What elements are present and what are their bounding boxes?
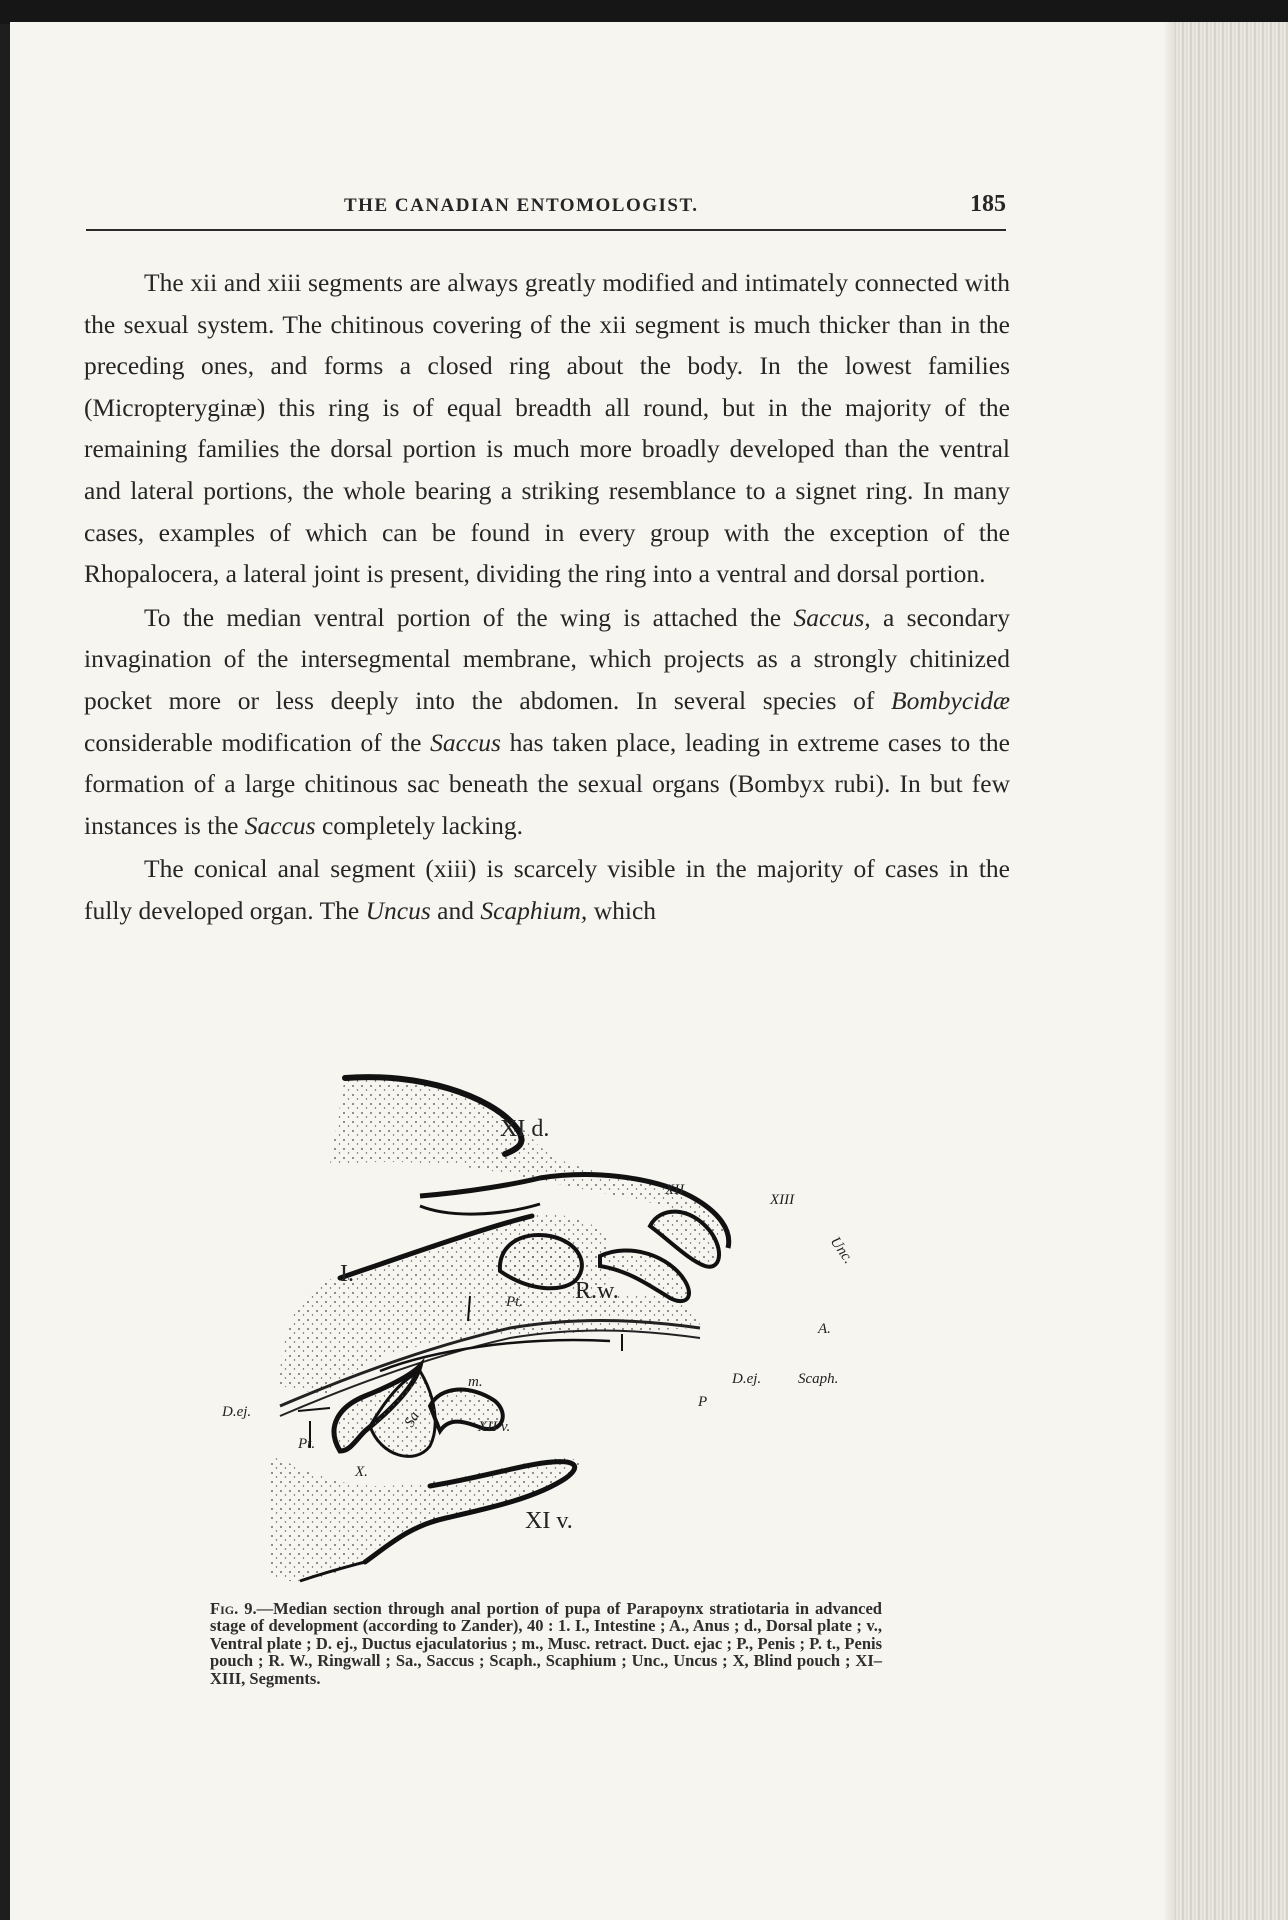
label-xiii: XIII [770, 1192, 795, 1208]
paragraph-2 [84, 597, 1010, 847]
fold-outline [420, 1204, 540, 1214]
page-number: 185 [970, 191, 1006, 217]
scan-top-strip [0, 0, 1288, 24]
paragraph-1: The xii and xiii segments are always greatly modified and intimately connected with the sexual system. The chitinous covering of the xii segment is much thicker than in the preceding ones, and forms a closed ring about the body. In the lowest families (Micropteryginæ) this ring is of equal breadth all round, but in the majority of the remaining families the dorsal portion is much more broadly developed than the ventral and lateral portions, the whole bearing a striking resemblance to a signet ring. In many cases, examples of which can be found in every group with the exception of the Rhopalocera, a lateral joint is present, dividing the ring into a ventral and dorsal portion. [84, 268, 1010, 589]
figure-caption [210, 1600, 882, 1687]
journal-title: THE CANADIAN ENTOMOLOGIST. [344, 195, 699, 216]
label-m: m. [468, 1374, 483, 1390]
label-xi-v: XI v. [525, 1508, 573, 1534]
text-run: The conical anal segment (xiii) is scarcely visible in the majority of cases in the fully developed organ. The [84, 854, 1010, 925]
paragraph-3 [84, 848, 1010, 931]
label-xii: XII [665, 1182, 685, 1198]
label-unc: Unc. [826, 1234, 857, 1267]
saccus [370, 1371, 435, 1456]
italic-term: Saccus [244, 810, 316, 840]
label-xi-d: XI d. [500, 1116, 550, 1142]
dej-left-leader [298, 1408, 330, 1411]
italic-term: Bombycidæ [891, 685, 1010, 715]
label-p: P [698, 1394, 708, 1410]
label-i: I. [340, 1261, 354, 1287]
ringwall [500, 1235, 582, 1288]
body-text [84, 262, 1010, 934]
median-section-drawing [222, 1066, 900, 1606]
label-rw: R.w. [575, 1278, 619, 1304]
figure-number: Fig. 9. [210, 1599, 257, 1618]
text-run: a secondary invagination of the intersegmental membrane, which projects as a strongly chitinized pocket more or less deeply into the abdomen. In several species of [84, 602, 1010, 715]
italic-term: Saccus [430, 727, 501, 757]
label-pt-upper: Pt. [506, 1294, 524, 1310]
label-xii-v: XII v. [478, 1419, 511, 1435]
label-sa: Sa [401, 1409, 423, 1430]
label-pt-lower: Pt. [298, 1436, 316, 1452]
book-page-edges [1175, 22, 1288, 1920]
italic-term: Saccus, [793, 602, 871, 632]
text-run: considerable modification of the [84, 727, 431, 757]
label-dej-left: D.ej. [222, 1404, 252, 1420]
italic-term: Scaphium, [480, 895, 588, 925]
text-run: which [587, 895, 657, 925]
middle-tissue [280, 1215, 700, 1396]
text-run: and [430, 895, 481, 925]
label-a: A. [818, 1321, 831, 1337]
label-x: X. [355, 1464, 368, 1480]
anatomical-figure [222, 1066, 900, 1606]
text-run: completely lacking. [315, 810, 524, 840]
label-scaph: Scaph. [798, 1371, 839, 1387]
label-dej-right: D.ej. [732, 1371, 762, 1387]
running-head [86, 191, 1006, 231]
caption-text: —Median section through anal portion of pupa of Parapoynx stratiotaria in advanced stage of development (according to Zander), 40 : 1. I., Intestine ; A., Anus ; d., Dorsal plate ; v., Ventral plate ; D. ej., Ductus ejaculatorius ; m., Musc. retract. Duct. ejac ; P., Penis ; P. t., Penis pouch ; R. W., Ringwall ; Sa., Saccus ; Scaph., Scaphium ; Unc., Uncus ; X, Blind pouch ; XI–XIII, Segments. [210, 1599, 882, 1688]
text-run: has taken place, leading in extreme cases to the formation of a large chitinous sac beneath the sexual organs (Bombyx rubi). In but few instances is the [84, 727, 1010, 840]
text-run: To the median ventral portion of the wing is attached the [144, 602, 794, 632]
italic-term: Uncus [365, 895, 431, 925]
